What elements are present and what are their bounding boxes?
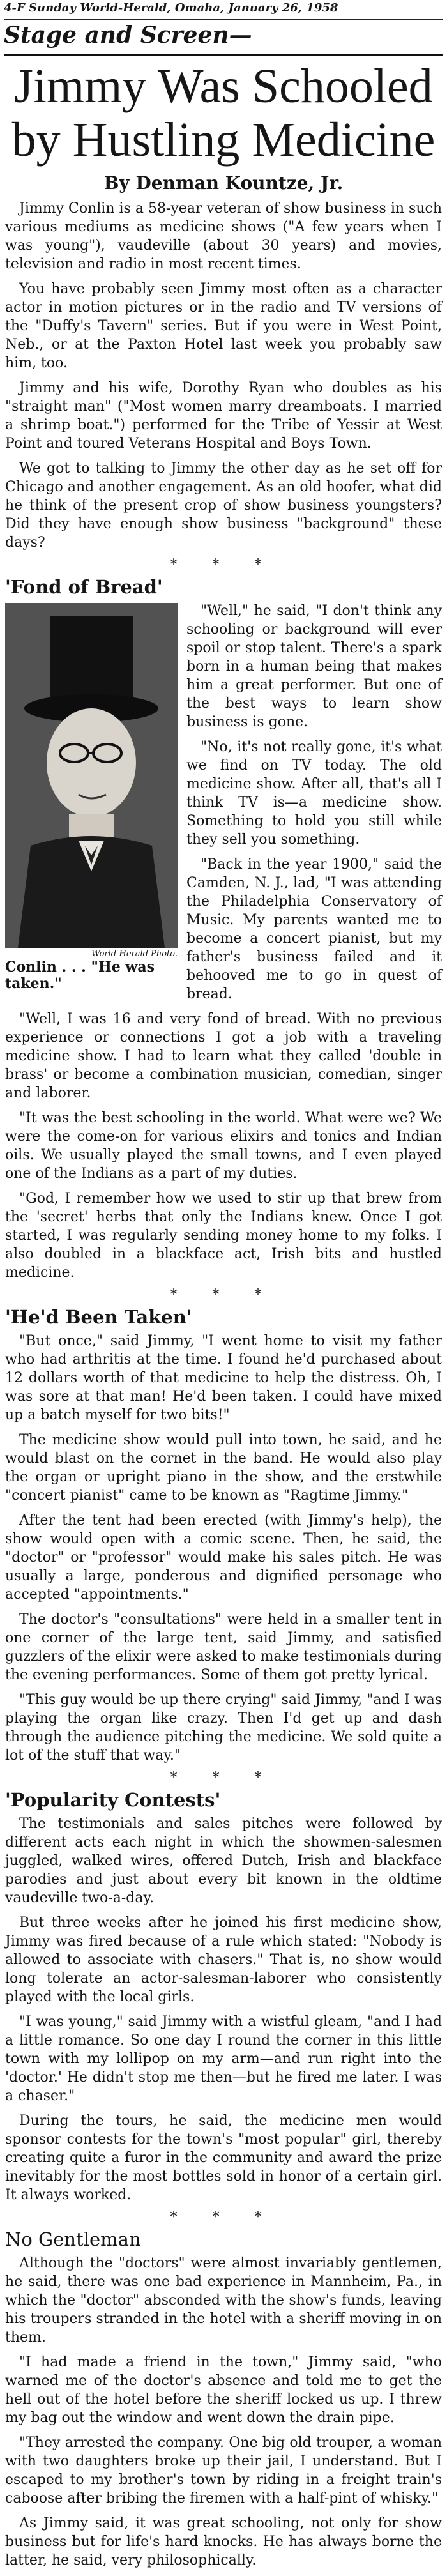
body-paragraph: "I was young," said Jimmy with a wistful gleam, "and I had a little romance. So one day I round the corner in this little town with my lollipop on my arm—and run right into the 'doctor.' He didn't stop me then—but he fired me later. I was a chaser."	[5, 2014, 442, 2104]
body-paragraph: "But once," said Jimmy, "I went home to visit my father who had arthritis at the time. I found he'd purchased about 12 dollars worth of that medicine to help the distress. Oh, I was sore at that man! He'd been taken. I could have mixed up a batch myself for two bits!"	[5, 1333, 442, 1423]
headline-line-1: Jimmy Was Schooled	[14, 59, 433, 113]
body-paragraph: "I had made a friend in the town," Jimmy said, "who warned me of the doctor's absence and told me to get the hell out of the hotel before the sheriff locked us up. I threw my bag out the window and went down the drain pipe.	[5, 2354, 442, 2426]
section-head: Stage and Screen—	[4, 22, 252, 49]
portrait-illustration	[5, 603, 178, 948]
photo-caption: Conlin . . . "He was taken."	[5, 959, 155, 992]
intro-paragraph: Jimmy and his wife, Dorothy Ryan who doubles as his "straight man" ("Most women marry dreamboats. I married a shrimp boat.") performed for the Tribe of Yessir at West Point and toured Veterans Hospital and Boys Town.	[5, 380, 442, 452]
photo-credit: —World-Herald Photo.	[83, 949, 178, 959]
article-body	[5, 199, 442, 2576]
folio-rule	[4, 19, 443, 20]
body-paragraph: "This guy would be up there crying" said Jimmy, "and I was playing the organ like crazy. Then I'd get up and dash through the audience pitching the medicine. We sold quite a lot of the stuff that way."	[5, 1692, 442, 1764]
body-paragraph: "Well, I was 16 and very fond of bread. With no previous experience or connections I got a job with a traveling medicine show. I had to learn what they called 'double in brass' or become a combination musician, comedian, singer and laborer.	[5, 1011, 442, 1101]
section-rule	[4, 54, 443, 56]
intro-paragraph: You have probably seen Jimmy most often as a character actor in motion pictures or in the radio and TV versions of the "Duffy's Tavern" series. But if you were in West Point, Neb., or at the Paxton Hotel last week you probably saw him, too.	[5, 281, 442, 371]
headline-line-2: by Hustling Medicine	[11, 113, 436, 167]
body-paragraph: The medicine show would pull into town, he said, and he would blast on the cornet in the band. He would also play the organ or upright piano in the show, and the erstwhile "concert pianist" came to be known as "Ragtime Jimmy."	[5, 1432, 442, 1504]
section-stars: * * *	[170, 2209, 277, 2225]
body-paragraph: As Jimmy said, it was great schooling, not only for show business but for life's hard knocks. He has always borne the latter, he said, very philosophically.	[5, 2515, 442, 2568]
body-paragraph: Although the "doctors" were almost invariably gentlemen, he said, there was one bad experience in Mannheim, Pa., in which the "doctor" absconded with the show's funds, leaving his troupers stranded in the hotel with a sheriff moving in on them.	[5, 2255, 442, 2345]
section-stars: * * *	[170, 1287, 277, 1303]
byline: By Denman Kountze, Jr.	[103, 172, 344, 194]
body-paragraph: "They arrested the company. One big old trouper, a woman with two daughters broke up their jail, I understand. But I escaped to my brother's town by riding in a freight train's caboose after bribing the firemen with a half-pint of whisky."	[5, 2435, 442, 2506]
body-paragraph: The testimonials and sales pitches were followed by different acts each night in which the showmen-salesmen juggled, walked wires, offered Dutch, Irish and blackface parodies and just about every bit known in the oldtime vaudeville two-a-day.	[5, 1816, 442, 1906]
section-stars: * * *	[170, 1770, 277, 1786]
subhead-hed-been-taken: 'He'd Been Taken'	[5, 1306, 192, 1328]
body-paragraph: "It was the best schooling in the world. What were we? We were the come-on for various elixirs and tonics and Indian oils. We usually played the small towns, and I even played one of the Indians as a part of my duties.	[5, 1110, 442, 1182]
body-paragraph: "God, I remember how we used to stir up that brew from the 'secret' herbs that only the Indians knew. Once I got started, I was regularly sending money home to my folks. I also doubled in a blackface act, Irish bits and hustled medicine.	[5, 1191, 442, 1281]
subhead-no-gentleman: No Gentleman	[5, 2229, 141, 2250]
intro-paragraph: Jimmy Conlin is a 58-year veteran of show business in such various mediums as medicine shows ("A few years when I was young"), vaudeville (about 30 years) and movies, television and radio in most recent times.	[5, 201, 442, 272]
body-paragraph: "Back in the year 1900," said the Camden, N. J., lad, "I was attending the Philadelphia Conservatory of Music. My parents wanted me to become a concert pianist, but my father's business failed and it behooved me to go in quest of bread.	[186, 857, 442, 1002]
folio-line: 4-F Sunday World-Herald, Omaha, January 26, 1958	[4, 1, 338, 15]
photo-block	[5, 603, 178, 992]
subhead-fond-of-bread: 'Fond of Bread'	[5, 576, 163, 598]
body-paragraph: After the tent had been erected (with Jimmy's help), the show would open with a comic scene. Then, he said, the "doctor" or "professor" would make his sales pitch. He was usually a large, ponderous and dignified personage who accepted "appointments."	[5, 1513, 442, 1603]
portrait-photo	[5, 603, 178, 948]
body-paragraph: "No, it's not really gone, it's what we find on TV today. The old medicine show. After all, that's all I think TV is—a medicine show. Something to hold you still while they sell you something.	[186, 739, 442, 848]
intro-paragraph: We got to talking to Jimmy the other day as he set off for Chicago and another engagement. As an old hoofer, what did he think of the present crop of show business youngsters? Did they have enough show business "background" these days?	[5, 461, 442, 551]
body-paragraph: But three weeks after he joined his first medicine show, Jimmy was fired because of a rule which stated: "Nobody is allowed to associate with chasers." That is, no show would long tolerate an actor-salesman-laborer who consistently played with the local girls.	[5, 1915, 442, 2005]
section-stars: * * *	[170, 557, 277, 573]
body-paragraph: "Well," he said, "I don't think any schooling or background will ever spoil or stop talent. There's a spark born in a human being that makes him a great performer. But one of the best ways to learn show business is gone.	[186, 603, 442, 730]
subhead-popularity-contests: 'Popularity Contests'	[5, 1789, 221, 1811]
body-paragraph: The doctor's "consultations" were held in a smaller tent in one corner of the large tent, said Jimmy, and satisfied guzzlers of the elixir were asked to make testimonials during the evening performances. Some of them got pretty lyrical.	[5, 1612, 442, 1683]
body-paragraph: During the tours, he said, the medicine men would sponsor contests for the town's "most popular" girl, thereby creating quite a furor in the community and award the prize inevitably for the most bottles sold in honor of a certain girl. It always worked.	[5, 2113, 442, 2203]
